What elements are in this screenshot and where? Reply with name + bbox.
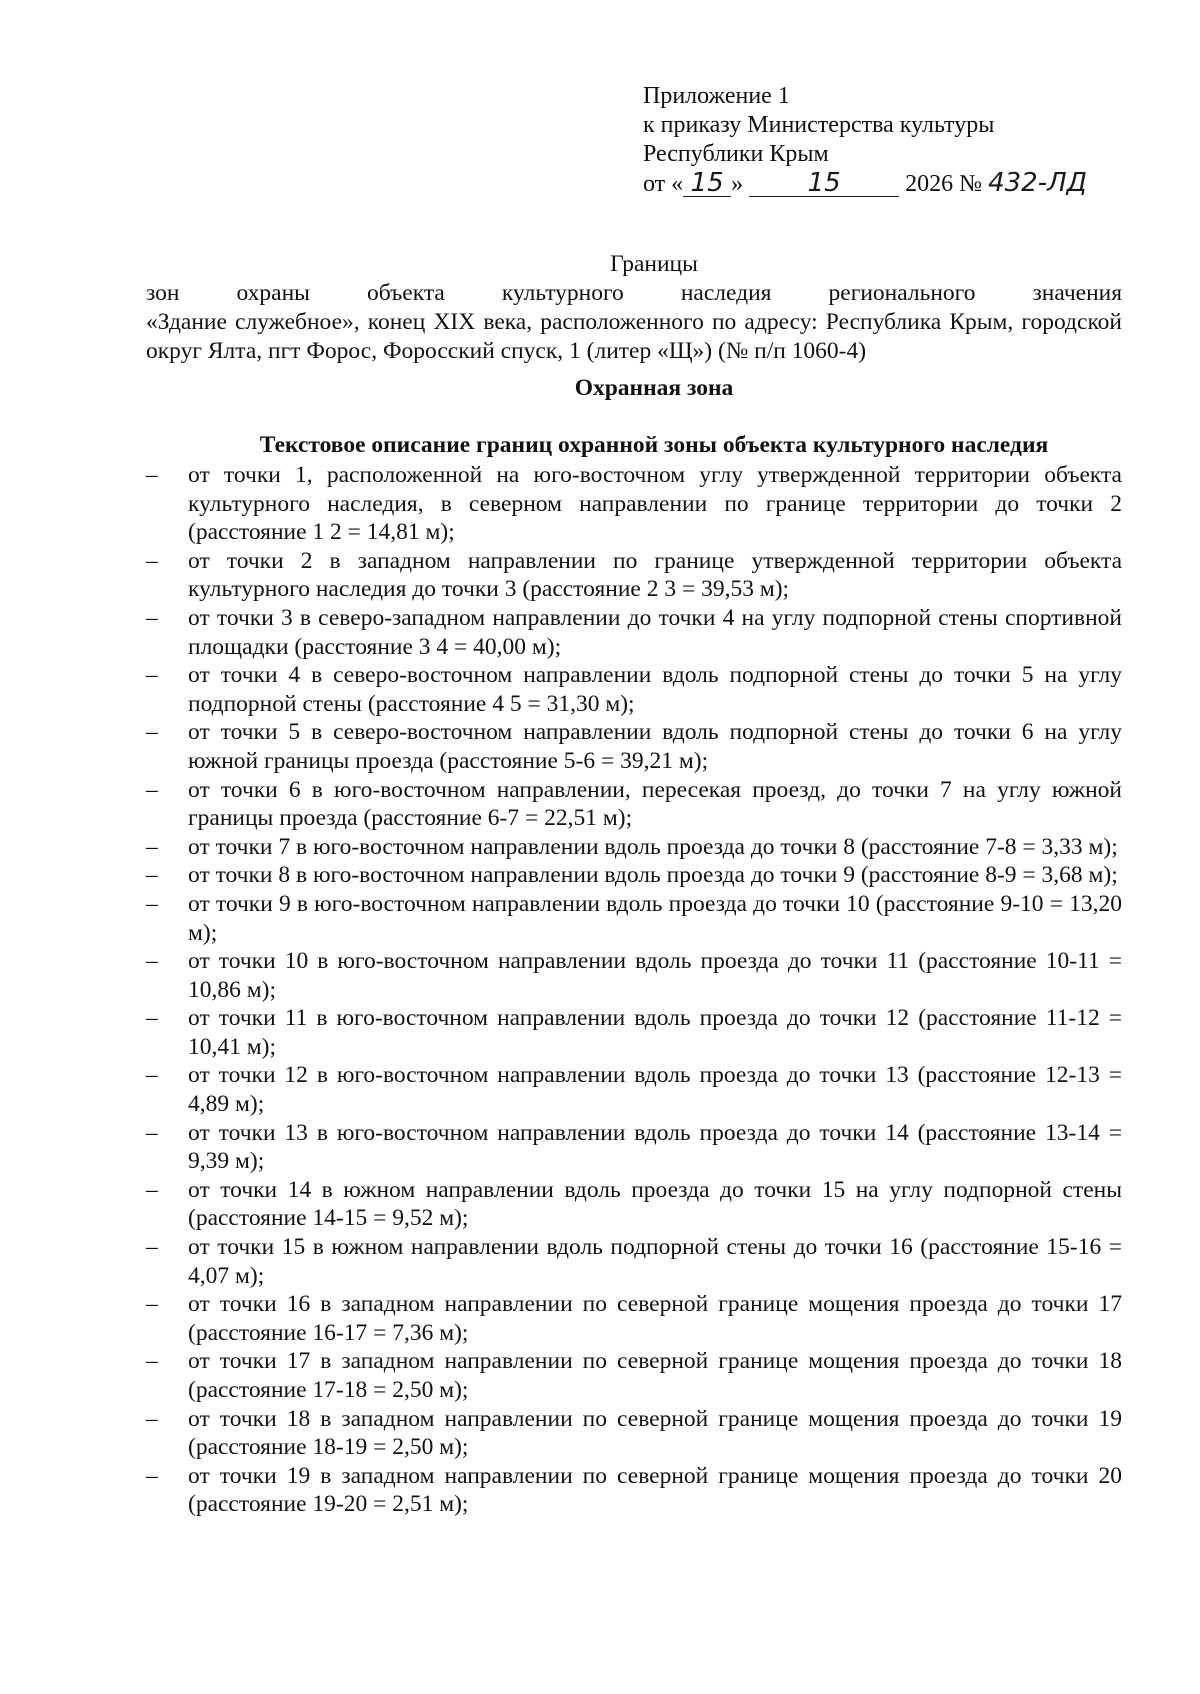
- list-item: [146, 1290, 1122, 1347]
- date-day-field: [683, 168, 731, 198]
- list-item: [146, 1233, 1122, 1290]
- date-month-handwritten: 15: [807, 168, 841, 198]
- list-item: [146, 1004, 1122, 1061]
- zone-heading: Охранная зона: [574, 375, 734, 401]
- title-word: объекта: [367, 280, 445, 306]
- title-word: зон: [146, 280, 180, 306]
- dash-marker: –: [146, 1405, 158, 1432]
- list-item: [146, 861, 1122, 890]
- document-title: [146, 250, 1122, 366]
- title-body: «Здание служебное», конец XIX века, расположенного по адресу: Республика Крым, городской округ Ялта, пгт Форос, Форосский спуск, 1 (литер «Щ») (№ п/п 1060-4): [146, 309, 1122, 364]
- list-item-text: от точки 4 в северо-восточном направлении вдоль подпорной стены до точки 5 на углу подпорной стены (расстояние 4 5 = 31,30 м);: [188, 662, 1122, 717]
- title-heading: Границы: [610, 251, 698, 277]
- title-first-line: [146, 279, 1122, 308]
- dash-marker: –: [146, 862, 158, 889]
- list-item-text: от точки 3 в северо-западном направлении до точки 4 на углу подпорной стены спортивной площадки (расстояние 3 4 = 40,00 м);: [188, 604, 1122, 660]
- list-item-text: от точки 8 в юго-восточном направлении вдоль проезда до точки 9 (расстояние 8-9 = 3,68 м);: [188, 862, 1118, 889]
- title-word: культурного: [501, 280, 624, 306]
- appendix-line-1: Приложение 1: [643, 83, 790, 109]
- dash-marker: –: [146, 1462, 158, 1489]
- list-item: [146, 1405, 1122, 1462]
- list-item-text: от точки 11 в юго-восточном направлении вдоль проезда до точки 12 (расстояние 11-12 = 10,41 м);: [188, 1005, 1122, 1060]
- list-item-text: от точки 18 в западном направлении по северной границе мощения проезда до точки 19 (расстояние 18-19 = 2,50 м);: [188, 1405, 1122, 1461]
- dash-marker: –: [146, 1119, 158, 1146]
- boundary-list: [146, 461, 1122, 1519]
- date-day-handwritten: 15: [690, 168, 724, 198]
- list-item: [146, 890, 1122, 947]
- title-word: значения: [1032, 280, 1123, 306]
- dash-marker: –: [146, 1176, 158, 1203]
- list-item: [146, 1176, 1122, 1233]
- list-item: [146, 661, 1122, 718]
- dash-marker: –: [146, 604, 158, 631]
- list-item: [146, 1119, 1122, 1176]
- list-item-text: от точки 16 в западном направлении по северной границе мощения проезда до точки 17 (расстояние 16-17 = 7,36 м);: [188, 1291, 1122, 1346]
- list-item-text: от точки 2 в западном направлении по границе утвержденной территории объекта культурного наследия до точки 3 (расстояние 2 3 = 39,53 м);: [188, 547, 1122, 603]
- dash-marker: –: [146, 662, 158, 689]
- dash-marker: –: [146, 833, 158, 860]
- date-month-field: [749, 168, 899, 198]
- date-prefix: от «: [643, 171, 684, 197]
- list-item-text: от точки 19 в западном направлении по северной границе мощения проезда до точки 20 (расстояние 19-20 = 2,51 м);: [188, 1462, 1122, 1518]
- dash-marker: –: [146, 1348, 158, 1375]
- order-date-line: [643, 169, 1123, 199]
- list-item: [146, 1462, 1122, 1519]
- list-item-text: от точки 14 в южном направлении вдоль проезда до точки 15 на углу подпорной стены (расстояние 14-15 = 9,52 м);: [188, 1176, 1122, 1232]
- list-item-text: от точки 9 в юго-восточном направлении вдоль проезда до точки 10 (расстояние 9-10 = 13,20 м);: [188, 890, 1122, 946]
- list-item: [146, 1061, 1122, 1118]
- list-item: [146, 776, 1122, 833]
- dash-marker: –: [146, 719, 158, 746]
- dash-marker: –: [146, 948, 158, 975]
- title-word: наследия: [680, 280, 772, 306]
- title-word: охраны: [236, 280, 310, 306]
- section-heading: Текстовое описание границ охранной зоны объекта культурного наследия: [259, 432, 1049, 458]
- list-item-text: от точки 7 в юго-восточном направлении вдоль проезда до точки 8 (расстояние 7-8 = 3,33 м);: [188, 833, 1118, 860]
- list-item-text: от точки 5 в северо-восточном направлении вдоль подпорной стены до точки 6 на углу южной границы проезда (расстояние 5-6 = 39,21 м);: [188, 719, 1122, 774]
- list-item: [146, 461, 1122, 547]
- appendix-line-3: Республики Крым: [643, 141, 829, 167]
- dash-marker: –: [146, 1005, 158, 1032]
- list-item: [146, 604, 1122, 661]
- appendix-header: [643, 82, 1123, 199]
- appendix-line-2: к приказу Министерства культуры: [643, 112, 995, 138]
- list-item-text: от точки 13 в юго-восточном направлении вдоль проезда до точки 14 (расстояние 13-14 = 9,39 м);: [188, 1119, 1122, 1175]
- list-item: [146, 1347, 1122, 1404]
- list-item-text: от точки 1, расположенной на юго-восточном углу утвержденной территории объекта культурного наследия, в северном направлении по границе территории до точки 2 (расстояние 1 2 = 14,81 м);: [188, 462, 1122, 546]
- list-item-text: от точки 15 в южном направлении вдоль подпорной стены до точки 16 (расстояние 15-16 = 4,07 м);: [188, 1234, 1122, 1289]
- list-item-text: от точки 6 в юго-восточном направлении, пересекая проезд, до точки 7 на углу южной границы проезда (расстояние 6-7 = 22,51 м);: [188, 776, 1122, 832]
- list-item: [146, 547, 1122, 604]
- list-item: [146, 947, 1122, 1004]
- list-item: [146, 718, 1122, 775]
- order-number-handwritten: 432-ЛД: [988, 168, 1087, 198]
- title-word: регионального: [828, 280, 976, 306]
- list-item-text: от точки 17 в западном направлении по северной границе мощения проезда до точки 18 (расстояние 17-18 = 2,50 м);: [188, 1348, 1122, 1403]
- dash-marker: –: [146, 1062, 158, 1089]
- list-item: [146, 833, 1122, 862]
- date-year-label: 2026 №: [905, 171, 983, 197]
- dash-marker: –: [146, 1234, 158, 1261]
- dash-marker: –: [146, 890, 158, 917]
- dash-marker: –: [146, 547, 158, 574]
- dash-marker: –: [146, 776, 158, 803]
- list-item-text: от точки 12 в юго-восточном направлении вдоль проезда до точки 13 (расстояние 12-13 = 4,89 м);: [188, 1062, 1122, 1118]
- dash-marker: –: [146, 462, 158, 488]
- date-mid: »: [731, 171, 744, 197]
- dash-marker: –: [146, 1291, 158, 1318]
- list-item-text: от точки 10 в юго-восточном направлении вдоль проезда до точки 11 (расстояние 10-11 = 10,86 м);: [188, 948, 1122, 1003]
